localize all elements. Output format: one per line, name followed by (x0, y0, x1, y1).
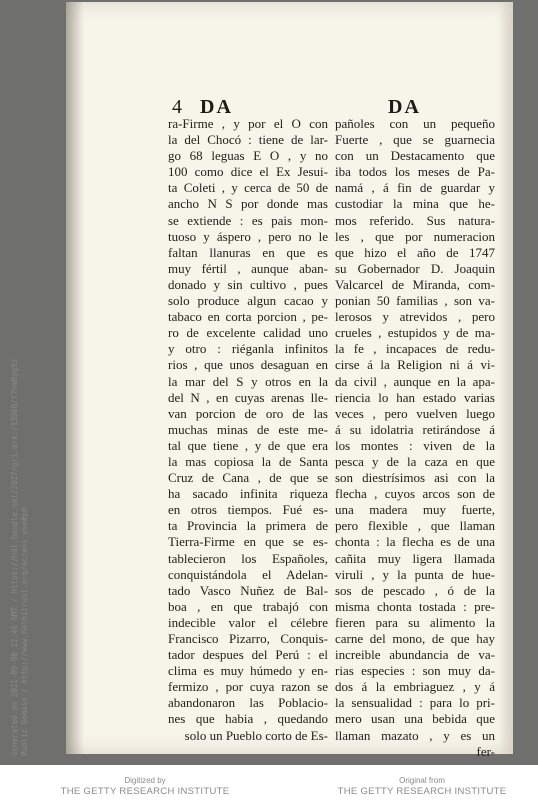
text-line: go 68 leguas E O , y no (168, 148, 328, 164)
text-line: con un Destacamento que (335, 148, 495, 164)
stamp-line-public-domain: Public Domain / http://www.hathitrust.org/access_use#pd (20, 507, 29, 756)
text-line: muy fértil , aunque aban- (168, 260, 328, 276)
text-line: á su idolatria retirándose á (335, 421, 495, 437)
text-line: clima es muy húmedo y en- (168, 663, 328, 679)
text-line: 100 como dice el Ex Jesui- (168, 164, 328, 180)
text-line: tuoso y áspero , pero no le (168, 228, 328, 244)
text-line: iba todos los meses de Pa- (335, 164, 495, 180)
text-line: nes que habia , quedando (168, 711, 328, 727)
text-line: la fe , incapaces de redu- (335, 341, 495, 357)
text-line: Valcarcel de Miranda, com- (335, 276, 495, 292)
text-line: sos de pescado , ó de la (335, 582, 495, 598)
text-line: chonta : la flecha es de una (335, 534, 495, 550)
text-line: tado Vasco Nuñez de Bal- (168, 582, 328, 598)
text-line: veces , pero vuelven luego (335, 405, 495, 421)
text-line: rios , que unos desaguan en (168, 357, 328, 373)
text-line: Cruz de Cana , de que se (168, 470, 328, 486)
text-line: cirse á la Religion ni á vi- (335, 357, 495, 373)
text-line: riencia lo han estado varias (335, 389, 495, 405)
text-line: fieren para su alimento la (335, 614, 495, 630)
text-line: solo un Pueblo corto de Es- (184, 727, 328, 743)
text-line: solo produce algun cacao y (168, 293, 328, 309)
text-column-right (335, 116, 495, 760)
stamp-line-generated: Generated on 2021-09-06 12:46 GMT / https://hdl.handle.net/2027/gri.ark:/13960/t7nm8yg9z (10, 358, 19, 756)
text-line: cañita muy ligera llamada (335, 550, 495, 566)
text-line: carne del mono, de que hay (335, 631, 495, 646)
headword-left: DA (200, 96, 233, 118)
footer-left-caption: Digitized by (124, 776, 166, 785)
text-line: ta Provincia la primera de (168, 518, 328, 534)
text-line: Francisco Pizarro, Conquis- (168, 631, 328, 646)
text-line: Tierra-Firme en que se es- (168, 534, 328, 550)
text-line: fer- (476, 743, 495, 759)
text-line: dos á la embriaguez , y á (335, 679, 495, 695)
text-line: ancho N S por donde mas (168, 196, 328, 212)
text-line: custodiar la mina que he- (335, 196, 495, 212)
text-line: viruli , y la punta de hue- (335, 566, 495, 582)
footer-right-caption: Original from (399, 776, 445, 785)
text-line: tablecieron los Españoles, (168, 550, 328, 566)
text-line: donado y sin cultivo , pues (168, 276, 328, 292)
text-line: ro de excelente calidad uno (168, 325, 328, 341)
page-number: 4 (172, 96, 182, 118)
text-line: son diestrísimos asi con la (335, 470, 495, 486)
text-line: abandonaron las Poblacio- (168, 695, 328, 711)
text-line: faltan llanuras en que es (168, 244, 328, 260)
footer-right-institution: THE GETTY RESEARCH INSTITUTE (337, 786, 507, 797)
text-line: fermizo , por cuya razon se (168, 679, 328, 695)
text-line: una madera muy fuerte, (335, 502, 495, 518)
footer-left-institution: THE GETTY RESEARCH INSTITUTE (60, 786, 230, 797)
text-line: ponian 50 familias , son va- (335, 293, 495, 309)
text-line: lerosos y atrevidos , pero (335, 309, 495, 325)
text-line: los montes : viven de la (335, 437, 495, 453)
text-line: pero flexible , que llaman (335, 518, 495, 534)
text-line: conquistándola el Adelan- (168, 566, 328, 582)
footer-digitized-by (60, 776, 230, 798)
text-line: ha sacado infinita riqueza (168, 486, 328, 502)
text-line: crueles , estupidos y de ma- (335, 325, 495, 341)
text-line: del N , en cuyas arenas lle- (168, 389, 328, 405)
text-line: flecha , cuyos arcos son de (335, 486, 495, 502)
text-line: muchas minas de este me- (168, 421, 328, 437)
text-line: increible abundancia de va- (335, 647, 495, 663)
text-line: su Gobernador D. Joaquin (335, 260, 495, 276)
text-line: mos referido. Sus natura- (335, 212, 495, 228)
text-line: boa , en que trabajó con (168, 598, 328, 614)
text-line: pesca y de la caza en que (335, 453, 495, 469)
text-line: Fuerte , que se guarnecia (335, 132, 495, 148)
footer (0, 768, 538, 800)
text-line: y otro : riéganla infinitos (168, 341, 328, 357)
text-line: la sensualidad : para lo pri- (335, 695, 495, 711)
text-line: indecible valor el célebre (168, 614, 328, 630)
text-line: van porcion de oro de las (168, 405, 328, 421)
text-line: se extiende : es pais mon- (168, 212, 328, 228)
text-line: en otros tiempos. Fué es- (168, 502, 328, 518)
text-line: tabaco en corta porcion , pe- (168, 309, 328, 325)
text-line: mero usan una bebida que (335, 711, 495, 727)
text-line: tador despues del Perú : el (168, 647, 328, 663)
text-line: les , que por numeracion (335, 228, 495, 244)
text-line: la mar del S y otros en la (168, 373, 328, 389)
text-line: misma chonta tostada : pre- (335, 598, 495, 614)
text-line: llaman mazato , y es un (335, 727, 495, 743)
text-line: ta Coleti , y cerca de 50 de (168, 180, 328, 196)
text-line: la del Chocó : tiene de lar- (168, 132, 328, 148)
text-line: namá , á fin de guardar y (335, 180, 495, 196)
text-line: pañoles con un pequeño (335, 116, 495, 131)
text-line: da civil , aunque en la apa- (335, 373, 495, 389)
text-line: que hizo el año de 1747 (335, 244, 495, 260)
page-edge (499, 2, 513, 754)
text-line: ra-Firme , y por el O con (168, 116, 328, 131)
footer-original-from (322, 776, 522, 798)
hathitrust-stamp (4, 358, 34, 760)
headword-right: DA (388, 96, 421, 118)
text-line: rias especies : son muy da- (335, 663, 495, 679)
text-line: tal que tiene , y de que era (168, 437, 328, 453)
text-line: la mas copiosa la de Santa (168, 453, 328, 469)
text-column-left (168, 116, 328, 744)
